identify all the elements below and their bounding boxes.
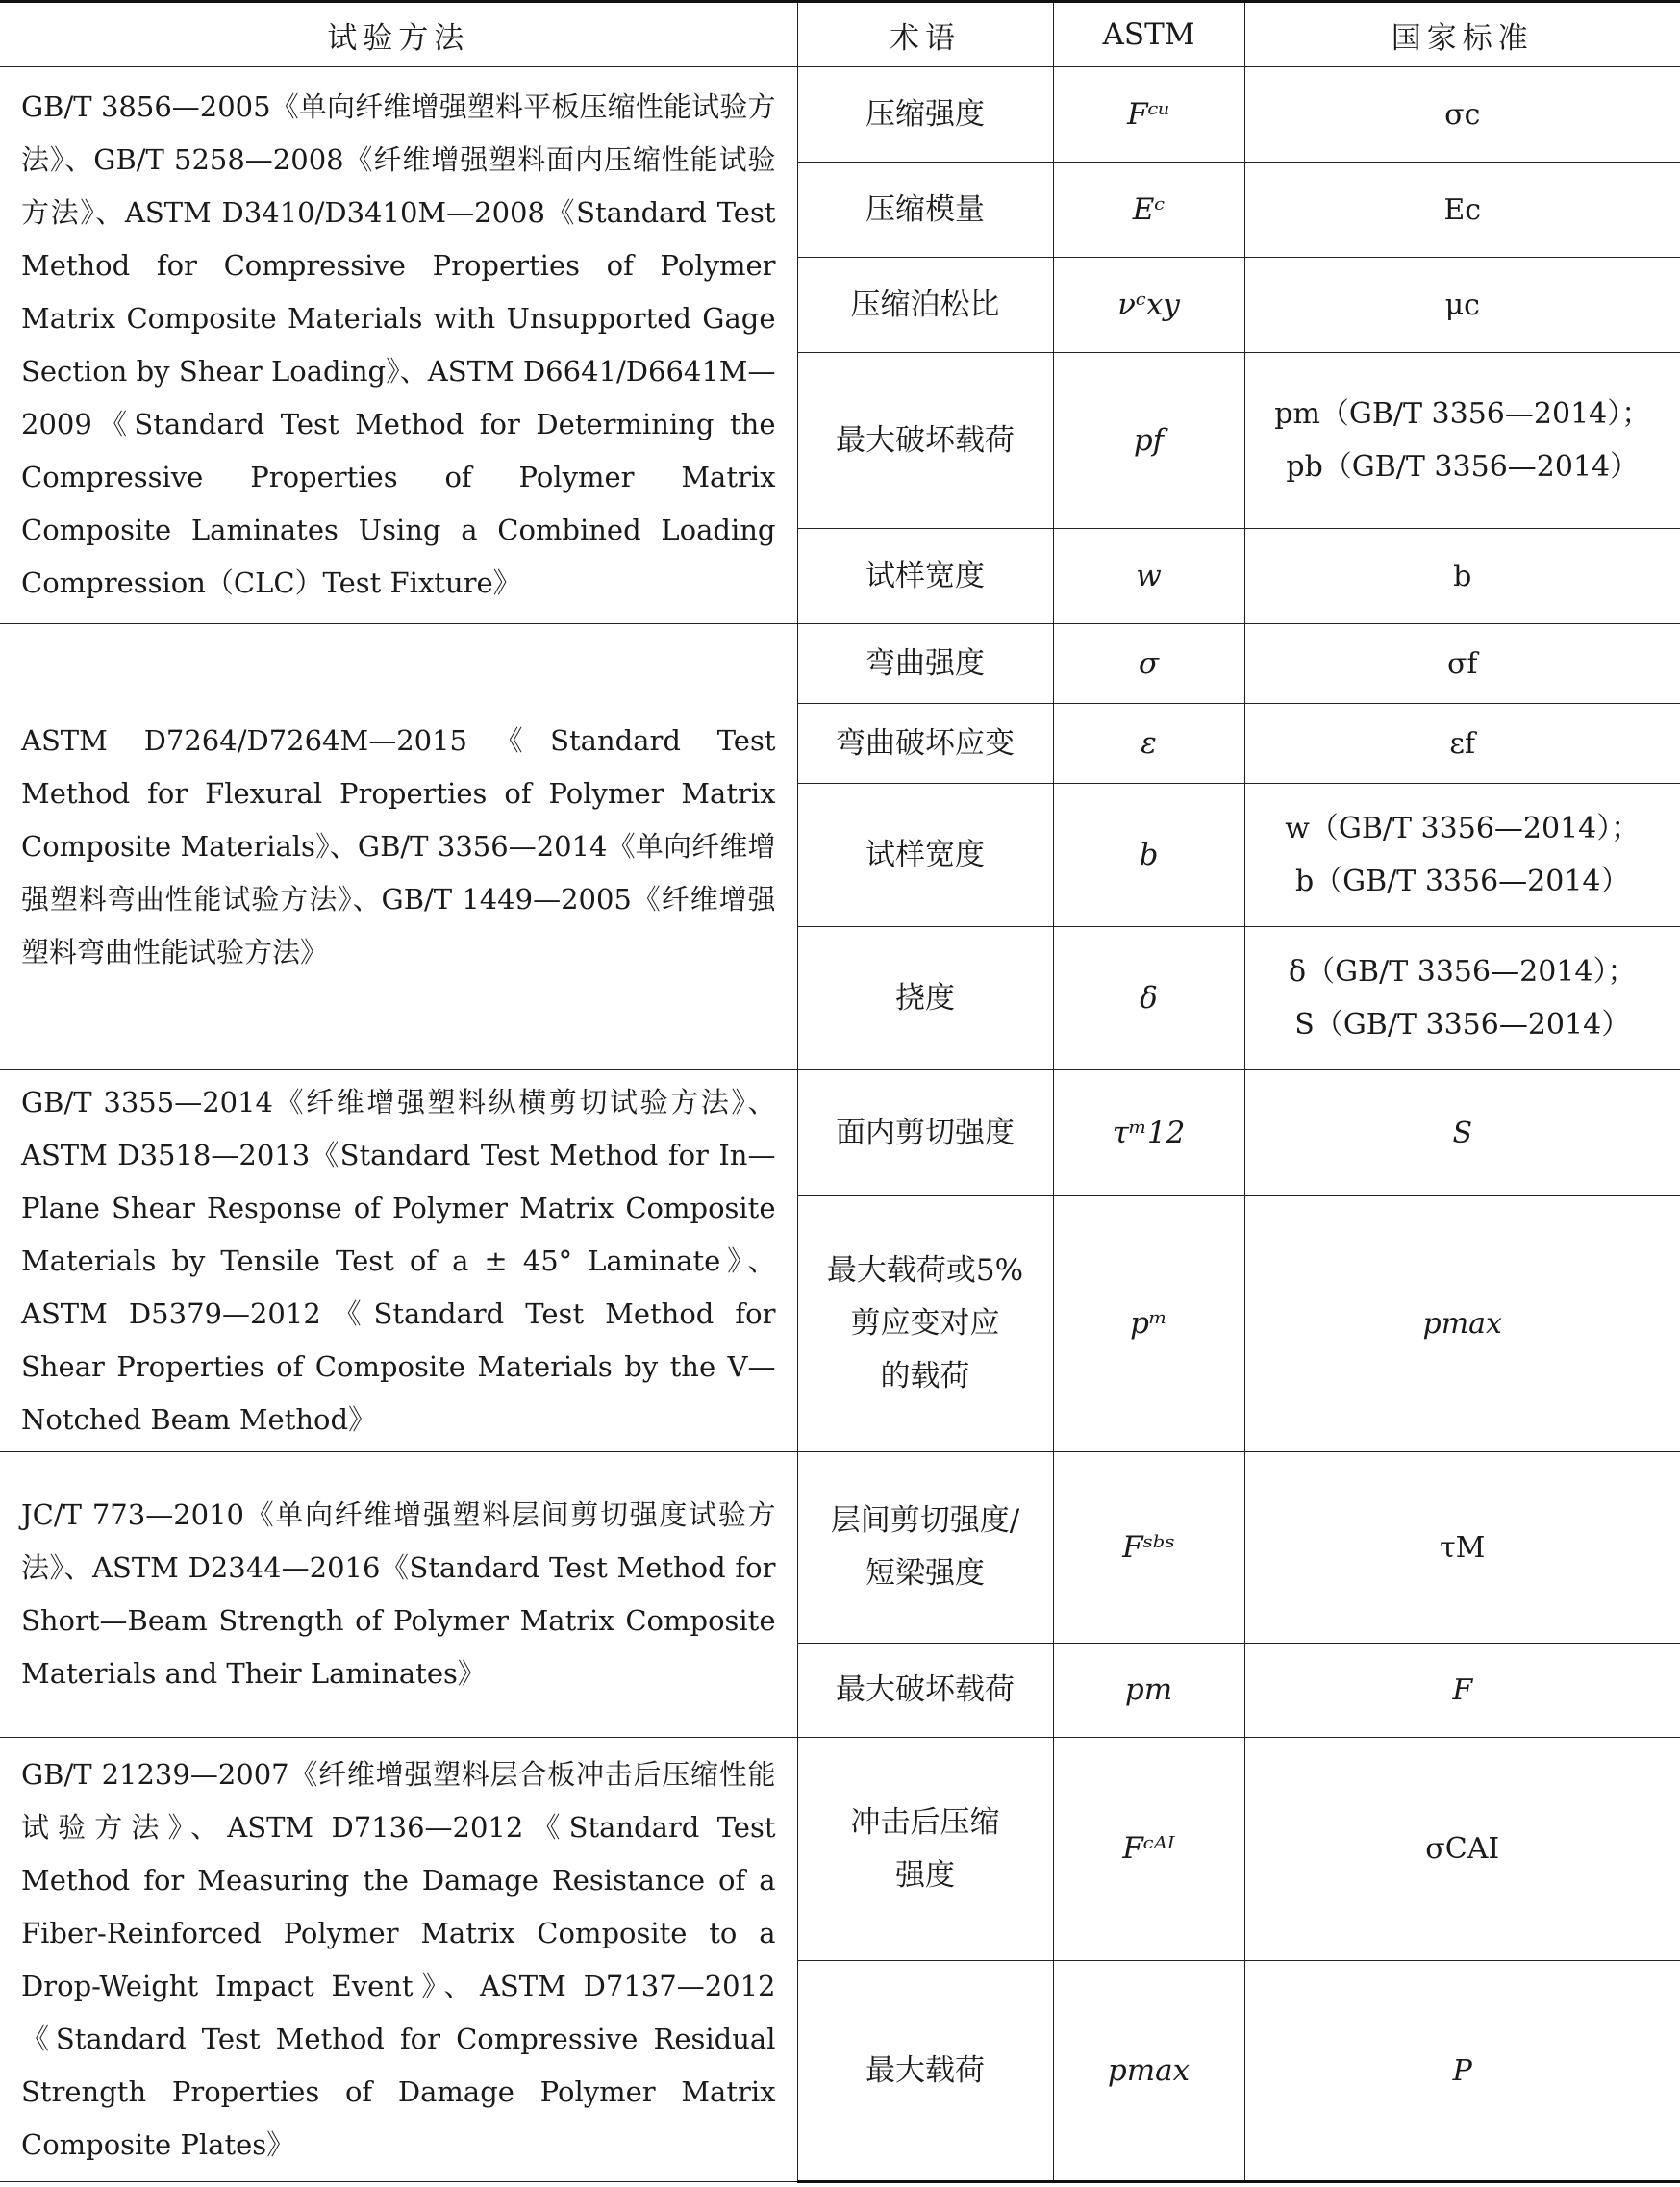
national-symbol: μc: [1244, 258, 1680, 353]
national-symbol: [1244, 784, 1680, 927]
term-line: 的载荷: [880, 1359, 970, 1394]
national-line: w（GB/T 3356—2014）；: [1285, 812, 1641, 845]
national-symbol: b: [1244, 529, 1680, 624]
astm-symbol: pmax: [1053, 1961, 1244, 2182]
astm-symbol: τᵐ12: [1053, 1070, 1244, 1196]
header-national: 国家标准: [1244, 2, 1680, 67]
term-cell: [797, 1738, 1053, 1961]
national-symbol: εf: [1244, 704, 1680, 784]
term-cell: 挠度: [797, 927, 1053, 1070]
table-row: [0, 624, 1680, 704]
national-line: b（GB/T 3356—2014）: [1294, 865, 1630, 898]
national-symbol: P: [1244, 1961, 1680, 2182]
astm-symbol: Fˢᵇˢ: [1053, 1452, 1244, 1644]
astm-symbol: Fᶜᵘ: [1053, 67, 1244, 163]
astm-symbol: δ: [1053, 927, 1244, 1070]
astm-symbol: σ: [1053, 624, 1244, 704]
national-line: pm（GB/T 3356—2014）；: [1274, 397, 1651, 431]
national-symbol: σc: [1244, 67, 1680, 163]
header-term: 术语: [797, 2, 1053, 67]
term-cell: 压缩泊松比: [797, 258, 1053, 353]
national-line: pb（GB/T 3356—2014）: [1286, 450, 1640, 484]
astm-symbol: pm: [1053, 1644, 1244, 1738]
table-row: [0, 1452, 1680, 1644]
method-cell: ASTM D7264/D7264M—2015《Standard Test Method for Flexural Properties of Polymer Matrix Composite Materials》、GB/T 3356—2014《单向纤维增强塑料弯曲性能试验方法》、GB/T 1449—2005《纤维增强塑料弯曲性能试验方法》: [0, 624, 797, 1070]
term-line: 强度: [895, 1857, 955, 1893]
national-symbol: pmax: [1244, 1196, 1680, 1452]
astm-symbol: νᶜxy: [1053, 258, 1244, 353]
method-cell: GB/T 21239—2007《纤维增强塑料层合板冲击后压缩性能试验方法》、ASTM D7136—2012《Standard Test Method for Measuring the Damage Resistance of a Fiber-Reinforced Polymer Matrix Composite to a Drop-Weight Impact Event》、ASTM D7137—2012《Standard Test Method for Compressive Residual Strength Properties of Damage Polymer Matrix Composite Plates》: [0, 1738, 797, 2182]
term-cell: 压缩模量: [797, 163, 1053, 258]
national-symbol: F: [1244, 1644, 1680, 1738]
national-symbol: S: [1244, 1070, 1680, 1196]
term-line: 短梁强度: [865, 1556, 985, 1591]
method-cell: JC/T 773—2010《单向纤维增强塑料层间剪切强度试验方法》、ASTM D2344—2016《Standard Test Method for Short—Beam Strength of Polymer Matrix Composite Materials and Their Laminates》: [0, 1452, 797, 1738]
term-cell: 压缩强度: [797, 67, 1053, 163]
term-cell: 最大载荷: [797, 1961, 1053, 2182]
term-cell: 最大破坏载荷: [797, 353, 1053, 529]
national-symbol: σCAI: [1244, 1738, 1680, 1961]
table-row: [0, 1070, 1680, 1196]
astm-symbol: pf: [1053, 353, 1244, 529]
term-cell: 试样宽度: [797, 784, 1053, 927]
term-cell: 弯曲强度: [797, 624, 1053, 704]
national-symbol: [1244, 353, 1680, 529]
table-row: [0, 1738, 1680, 1961]
term-cell: 面内剪切强度: [797, 1070, 1053, 1196]
astm-symbol: ε: [1053, 704, 1244, 784]
astm-symbol: Eᶜ: [1053, 163, 1244, 258]
national-line: S（GB/T 3356—2014）: [1294, 1008, 1631, 1042]
astm-symbol: Fᶜᴬᴵ: [1053, 1738, 1244, 1961]
table-row: [0, 67, 1680, 163]
term-line: 冲击后压缩: [850, 1804, 1000, 1840]
astm-symbol: pᵐ: [1053, 1196, 1244, 1452]
method-cell: GB/T 3856—2005《单向纤维增强塑料平板压缩性能试验方法》、GB/T 5258—2008《纤维增强塑料面内压缩性能试验方法》、ASTM D3410/D3410M—2008《Standard Test Method for Compressive Properties of Polymer Matrix Composite Materials with Unsupported Gage Section by Shear Loading》、ASTM D6641/D6641M—2009《Standard Test Method for Determining the Compressive Properties of Polymer Matrix Composite Laminates Using a Combined Loading Compression（CLC）Test Fixture》: [0, 67, 797, 624]
header-row: [0, 2, 1680, 67]
term-cell: 最大破坏载荷: [797, 1644, 1053, 1738]
national-symbol: σf: [1244, 624, 1680, 704]
term-cell: 试样宽度: [797, 529, 1053, 624]
astm-symbol: w: [1053, 529, 1244, 624]
term-line: 层间剪切强度/: [830, 1503, 1020, 1538]
national-line: δ（GB/T 3356—2014）；: [1289, 955, 1637, 989]
term-cell: 弯曲破坏应变: [797, 704, 1053, 784]
method-cell: GB/T 3355—2014《纤维增强塑料纵横剪切试验方法》、ASTM D3518—2013《Standard Test Method for In—Plane Shear Response of Polymer Matrix Composite Materials by Tensile Test of a ± 45° Laminate》、ASTM D5379—2012《Standard Test Method for Shear Properties of Composite Materials by the V—Notched Beam Method》: [0, 1070, 797, 1452]
astm-symbol: b: [1053, 784, 1244, 927]
national-symbol: τM: [1244, 1452, 1680, 1644]
national-symbol: Ec: [1244, 163, 1680, 258]
term-line: 剪应变对应: [850, 1306, 1000, 1341]
header-astm: ASTM: [1053, 2, 1244, 67]
term-line: 最大载荷或5%: [826, 1253, 1024, 1288]
term-cell: [797, 1196, 1053, 1452]
header-method: 试验方法: [0, 2, 797, 67]
national-symbol: [1244, 927, 1680, 1070]
term-cell: [797, 1452, 1053, 1644]
